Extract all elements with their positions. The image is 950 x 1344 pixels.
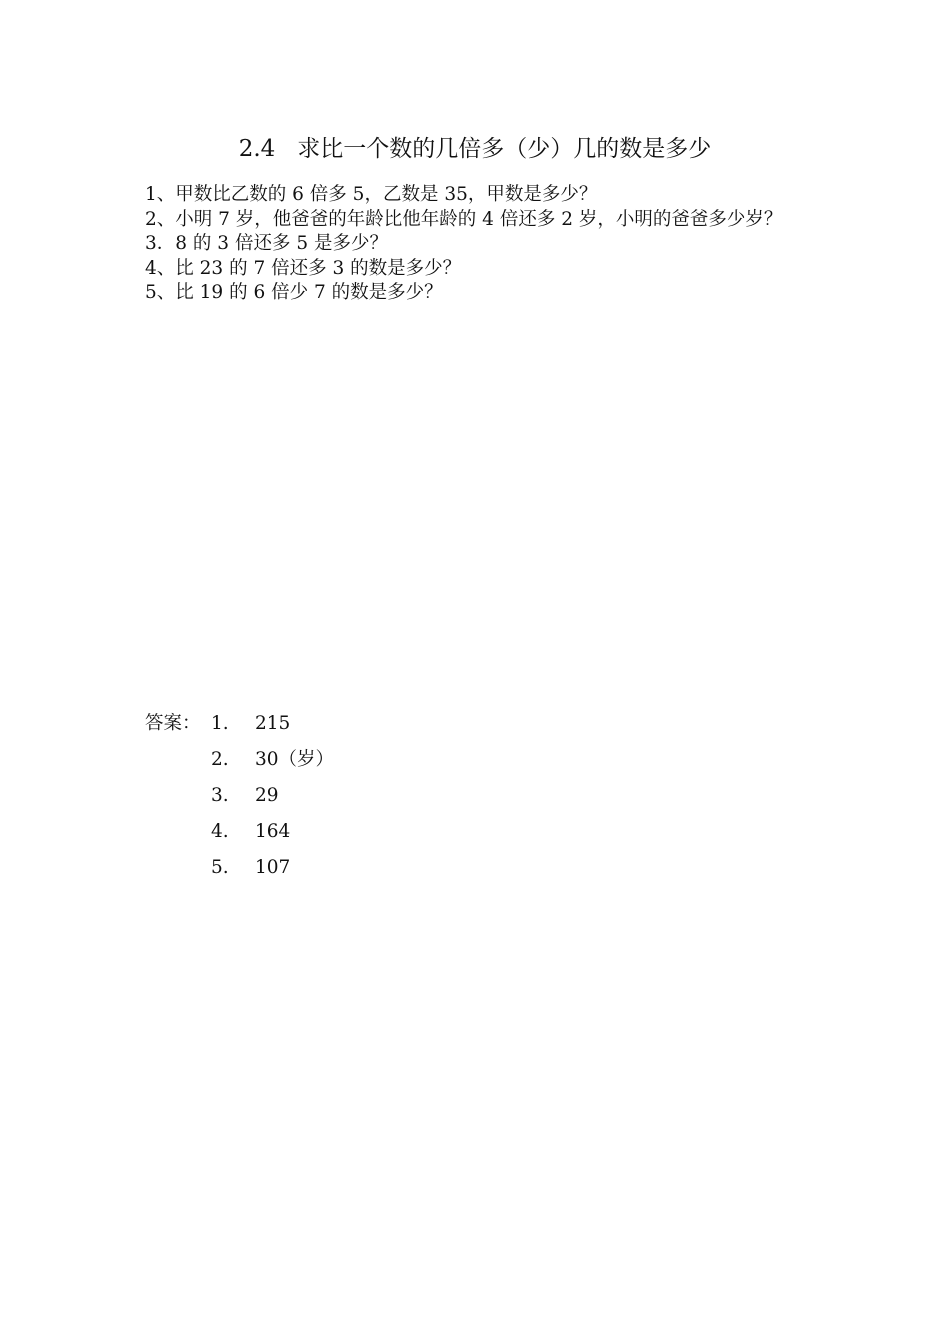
question-3: 3．8 的 3 倍还多 5 是多少？ [145,233,388,254]
question-2: 2、小明 7 岁，他爸爸的年龄比他年龄的 4 倍还多 2 岁，小明的爸爸多少岁？ [145,208,783,230]
question-4: 4、比 23 的 7 倍还多 3 的数是多少？ [145,257,462,279]
answer-number: 1. [211,713,229,734]
answer-row [145,814,334,850]
answer-number: 2. [211,749,229,770]
answer-value: 215 [255,713,291,734]
answer-row [145,850,334,886]
answer-value: 30（岁） [255,749,335,770]
answer-number: 4. [211,821,229,842]
answer-number: 5. [211,857,229,878]
answer-number: 3. [211,785,229,806]
question-5: 5、比 19 的 6 倍少 7 的数是多少？ [145,282,443,303]
title-text: 求比一个数的几倍多（少）几的数是多少 [297,136,712,162]
question-list [145,183,825,306]
answer-row [145,742,334,778]
answer-value: 164 [255,821,291,842]
question-1: 1、甲数比乙数的 6 倍多 5，乙数是 35，甲数是多少？ [145,184,598,205]
answer-value: 107 [255,857,291,878]
answer-value: 29 [255,785,279,806]
answer-row [145,706,334,742]
answer-row [145,778,334,814]
page-title [0,132,950,166]
title-section-number: 2.4 [238,136,276,162]
answer-label: 答案： [145,713,201,734]
answer-section [145,706,334,886]
